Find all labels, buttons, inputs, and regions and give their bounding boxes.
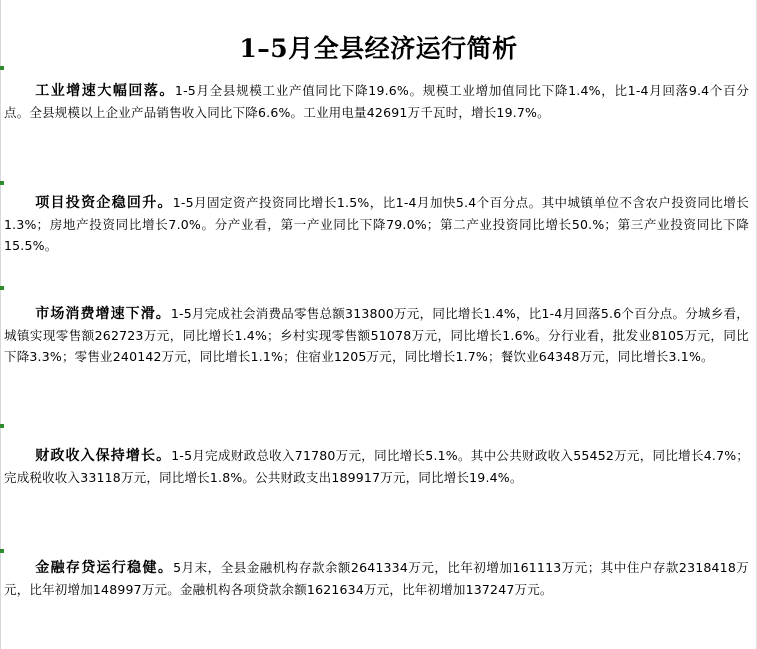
section-industry [4,80,749,123]
paragraph-marker [0,549,4,553]
section-heading: 市场消费增速下滑。 [35,306,171,322]
section-heading: 工业增速大幅回落。 [35,83,175,99]
section-body: 1-5月完成社会消费品零售总额313800万元，同比增长1.4%，比1-4月回落5.6个百分点。分城乡看，城镇实现零售额262723万元，同比增长1.4%；乡村实现零售额51078万元，同比增长1.6%。分行业看，批发业8105万元，同比下降3.3%；零售业240142万元，同比增长1.1%；住宿业1205万元，同比增长1.7%；餐饮业64348万元，同比增长3.1%。 [4,306,750,364]
section-heading: 项目投资企稳回升。 [35,195,173,211]
section-body: 5月末，全县金融机构存款余额2641334万元，比年初增加161113万元；其中住户存款2318418万元，比年初增加148997万元。金融机构各项贷款余额1621634万元，比年初增加137247万元。 [4,560,750,597]
paragraph-marker [0,424,4,428]
paragraph-marker [0,181,4,185]
section-heading: 金融存贷运行稳健。 [35,560,174,576]
page-title: 1–5月全县经济运行简析 [239,33,518,63]
section-consumption [4,303,749,367]
section-body: 1-5月完成财政总收入71780万元，同比增长5.1%。其中公共财政收入55452万元，同比增长4.7%；完成税收收入33118万元，同比增长1.8%。公共财政支出189917万元，同比增长19.4%。 [4,448,750,485]
section-finance [4,445,749,488]
section-investment [4,192,749,256]
paragraph-marker [0,286,4,290]
section-body: 1-5月固定资产投资同比增长1.5%，比1-4月加快5.4个百分点。其中城镇单位不含农户投资同比增长1.3%；房地产投资同比增长7.0%。分产业看，第一产业同比下降79.0%；第二产业投资同比增长50.%；第三产业投资同比下降15.5%。 [4,195,749,253]
section-body: 1-5月全县规模工业产值同比下降19.6%。规模工业增加值同比下降1.4%，比1-4月回落9.4个百分点。全县规模以上企业产品销售收入同比下降6.6%。工业用电量42691万千瓦时，增长19.7%。 [4,83,749,120]
section-heading: 财政收入保持增长。 [35,448,172,464]
section-banking [4,557,749,600]
